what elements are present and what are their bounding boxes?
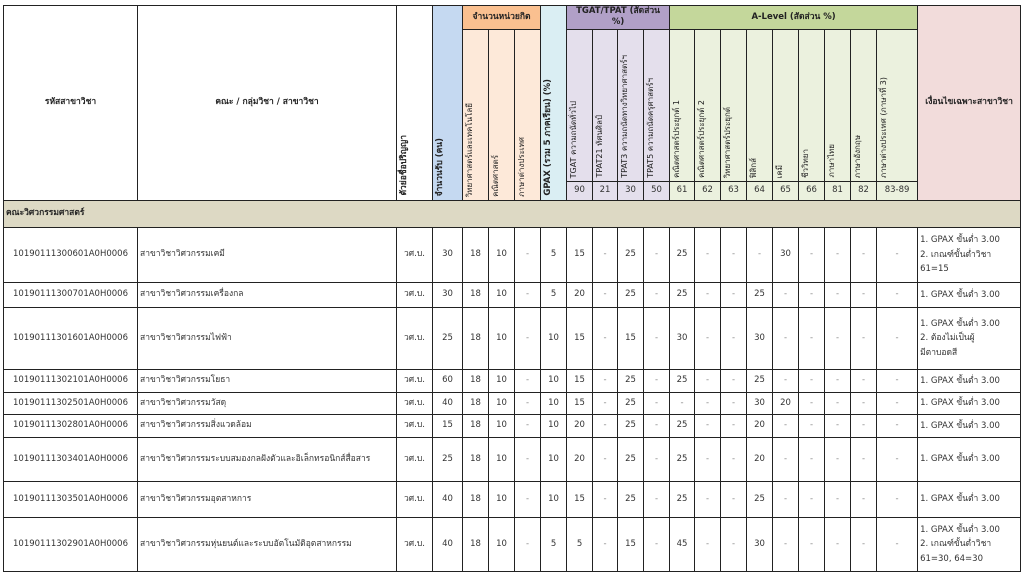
header-units-group: จำนวนหน่วยกิต: [463, 6, 541, 30]
header-tgat: [593, 29, 618, 181]
cell-value: 25: [670, 227, 695, 282]
cell-value: 20: [773, 392, 799, 414]
cell-value: -: [799, 369, 825, 392]
cell-value: 25: [670, 369, 695, 392]
cell-value: -: [515, 414, 541, 437]
program-code: 10190111303501A0H0006: [4, 481, 138, 517]
cell-value: 15: [567, 392, 593, 414]
conditions-cell: [918, 481, 1021, 517]
cell-value: -: [695, 369, 721, 392]
program-code: 10190111300601A0H0006: [4, 227, 138, 282]
cell-value: -: [721, 307, 747, 369]
cell-value: -: [799, 282, 825, 307]
program-name: สาขาวิชาวิศวกรรมโยธา: [138, 369, 397, 392]
condition-line: 1. GPAX ขั้นต่ำ 3.00: [920, 420, 1000, 431]
cell-value: -: [773, 517, 799, 571]
cell-value: -: [644, 437, 670, 481]
cell-value: -: [877, 227, 918, 282]
condition-line: 1. GPAX ขั้นต่ำ 3.00: [920, 375, 1000, 386]
cell-value: 10: [541, 369, 567, 392]
cell-value: 25: [670, 414, 695, 437]
condition-line: 2. ต้องไม่เป็นผู้: [920, 333, 975, 344]
condition-line: 1. GPAX ขั้นต่ำ 3.00: [920, 524, 1000, 535]
cell-value: -: [644, 227, 670, 282]
table-row: [4, 369, 1021, 392]
cell-value: -: [515, 227, 541, 282]
cell-value: 30: [747, 392, 773, 414]
cell-value: 25: [747, 369, 773, 392]
cell-value: 10: [541, 307, 567, 369]
header-alevel-code: 81: [825, 181, 851, 200]
cell-value: -: [721, 481, 747, 517]
cell-value: -: [695, 392, 721, 414]
header-alevel-label: วิทยาศาสตร์ประยุกต์: [723, 106, 733, 178]
cell-value: -: [515, 307, 541, 369]
cell-value: 5: [541, 227, 567, 282]
table-row: [4, 392, 1021, 414]
header-code: รหัสสาขาวิชา: [4, 6, 138, 201]
header-alevel-code: 66: [799, 181, 825, 200]
header-alevel: [799, 29, 825, 181]
header-alevel-code: 64: [747, 181, 773, 200]
cell-value: -: [721, 392, 747, 414]
cell-value: -: [825, 307, 851, 369]
cell-value: 15: [433, 414, 463, 437]
cell-value: 25: [670, 437, 695, 481]
cell-value: 18: [463, 481, 489, 517]
degree-abbr: วศ.บ.: [397, 307, 433, 369]
header-tgat: [644, 29, 670, 181]
header-tgat-group: TGAT/TPAT (สัดส่วน %): [567, 6, 670, 30]
condition-line: 1. GPAX ขั้นต่ำ 3.00: [920, 235, 1000, 246]
cell-value: 45: [670, 517, 695, 571]
cell-value: -: [721, 414, 747, 437]
cell-value: -: [515, 517, 541, 571]
cell-value: -: [773, 282, 799, 307]
cell-value: -: [593, 414, 618, 437]
cell-value: -: [877, 307, 918, 369]
cell-value: -: [695, 437, 721, 481]
cell-value: 10: [489, 481, 515, 517]
cell-value: -: [799, 227, 825, 282]
cell-value: -: [825, 227, 851, 282]
cell-value: 25: [618, 227, 644, 282]
cell-value: 15: [618, 517, 644, 571]
cell-value: -: [877, 414, 918, 437]
header-tgat: [567, 29, 593, 181]
conditions-cell: [918, 369, 1021, 392]
cell-value: -: [851, 227, 877, 282]
cell-value: 10: [541, 414, 567, 437]
cell-value: 25: [618, 282, 644, 307]
header-alevel-code: 82: [851, 181, 877, 200]
cell-value: 25: [747, 282, 773, 307]
degree-abbr: วศ.บ.: [397, 227, 433, 282]
cell-value: -: [851, 392, 877, 414]
cell-value: 10: [541, 481, 567, 517]
program-code: 10190111300701A0H0006: [4, 282, 138, 307]
cell-value: 18: [463, 517, 489, 571]
cell-value: 5: [541, 517, 567, 571]
cell-value: 40: [433, 392, 463, 414]
header-alevel-code: 62: [695, 181, 721, 200]
cell-value: 10: [489, 517, 515, 571]
header-alevel-code: 65: [773, 181, 799, 200]
program-code: 10190111302101A0H0006: [4, 369, 138, 392]
cell-value: -: [851, 517, 877, 571]
condition-line: 1. GPAX ขั้นต่ำ 3.00: [920, 398, 1000, 409]
cell-value: -: [877, 437, 918, 481]
header-tgat-code: 90: [567, 181, 593, 200]
cell-value: -: [877, 369, 918, 392]
header-alevel-label: ภาษาอังกฤษ: [853, 134, 863, 178]
header-alevel-code: 61: [670, 181, 695, 200]
program-name: สาขาวิชาวิศวกรรมหุ่นยนต์และระบบอัตโนมัติอุตสาหกรรม: [138, 517, 397, 571]
cell-value: -: [695, 282, 721, 307]
program-code: 10190111301601A0H0006: [4, 307, 138, 369]
header-unit: [489, 29, 515, 200]
program-name: สาขาวิชาวิศวกรรมวัสดุ: [138, 392, 397, 414]
cell-value: -: [695, 414, 721, 437]
condition-line: 1. GPAX ขั้นต่ำ 3.00: [920, 289, 1000, 300]
cell-value: 40: [433, 517, 463, 571]
header-tgat-code: 30: [618, 181, 644, 200]
conditions-cell: [918, 437, 1021, 481]
cell-value: -: [644, 282, 670, 307]
table-row: [4, 481, 1021, 517]
cell-value: 10: [489, 282, 515, 307]
cell-value: -: [644, 517, 670, 571]
program-name: สาขาวิชาวิศวกรรมอุตสาหการ: [138, 481, 397, 517]
degree-abbr: วศ.บ.: [397, 481, 433, 517]
cell-value: -: [644, 369, 670, 392]
cell-value: -: [825, 369, 851, 392]
program-code: 10190111303401A0H0006: [4, 437, 138, 481]
cell-value: -: [877, 481, 918, 517]
header-alevel-code: 63: [721, 181, 747, 200]
cell-value: -: [593, 307, 618, 369]
cell-value: 30: [773, 227, 799, 282]
header-alevel: [747, 29, 773, 181]
cell-value: -: [825, 517, 851, 571]
cell-value: 15: [567, 481, 593, 517]
cell-value: -: [773, 307, 799, 369]
cell-value: 10: [489, 227, 515, 282]
header-seats: จำนวนรับ (คน): [433, 6, 463, 201]
header-alevel: [773, 29, 799, 181]
cell-value: -: [515, 481, 541, 517]
cell-value: 30: [433, 282, 463, 307]
degree-abbr: วศ.บ.: [397, 437, 433, 481]
cell-value: -: [851, 282, 877, 307]
header-degree: ตัวย่อชื่อปริญญา: [397, 6, 433, 201]
cell-value: -: [695, 517, 721, 571]
cell-value: -: [851, 437, 877, 481]
cell-value: 25: [618, 392, 644, 414]
cell-value: 25: [747, 481, 773, 517]
header-alevel-label: คณิตศาสตร์ประยุกต์ 1: [672, 99, 682, 178]
cell-value: 10: [541, 437, 567, 481]
header-unit-label: คณิตศาสตร์: [491, 155, 500, 197]
program-code: 10190111302501A0H0006: [4, 392, 138, 414]
cell-value: -: [670, 392, 695, 414]
table-row: [4, 307, 1021, 369]
cell-value: -: [799, 392, 825, 414]
cell-value: -: [593, 227, 618, 282]
condition-line: 61=15: [920, 264, 949, 275]
degree-abbr: วศ.บ.: [397, 392, 433, 414]
cell-value: -: [721, 282, 747, 307]
header-alevel-label: คณิตศาสตร์ประยุกต์ 2: [697, 99, 707, 178]
program-code: 10190111302801A0H0006: [4, 414, 138, 437]
header-tgat-label: TPAT3 ความถนัดทางวิทยาศาสตร์ฯ: [620, 55, 630, 178]
cell-value: -: [851, 307, 877, 369]
cell-value: 25: [670, 282, 695, 307]
cell-value: -: [695, 481, 721, 517]
cell-value: 15: [567, 369, 593, 392]
cell-value: 25: [433, 437, 463, 481]
cell-value: 5: [567, 517, 593, 571]
conditions-cell: [918, 227, 1021, 282]
cell-value: 10: [489, 392, 515, 414]
header-alevel: [721, 29, 747, 181]
cell-value: -: [515, 437, 541, 481]
condition-line: 1. GPAX ขั้นต่ำ 3.00: [920, 494, 1000, 505]
header-alevel-code: 83-89: [877, 181, 918, 200]
cell-value: -: [515, 282, 541, 307]
cell-value: -: [799, 414, 825, 437]
program-name: สาขาวิชาวิศวกรรมไฟฟ้า: [138, 307, 397, 369]
cell-value: 18: [463, 227, 489, 282]
header-gpax: GPAX (รวม 5 ภาคเรียน) (%): [541, 6, 567, 201]
cell-value: -: [721, 517, 747, 571]
cell-value: -: [695, 307, 721, 369]
cell-value: -: [644, 307, 670, 369]
cell-value: 18: [463, 282, 489, 307]
cell-value: 10: [489, 414, 515, 437]
degree-abbr: วศ.บ.: [397, 369, 433, 392]
conditions-cell: [918, 392, 1021, 414]
cell-value: -: [799, 437, 825, 481]
header-alevel-label: ภาษาไทย: [827, 144, 837, 178]
degree-abbr: วศ.บ.: [397, 517, 433, 571]
cell-value: -: [825, 437, 851, 481]
header-alevel: [670, 29, 695, 181]
cell-value: -: [593, 517, 618, 571]
cell-value: -: [721, 227, 747, 282]
cell-value: -: [877, 392, 918, 414]
cell-value: -: [695, 227, 721, 282]
cell-value: -: [799, 517, 825, 571]
header-alevel: [851, 29, 877, 181]
cell-value: -: [773, 437, 799, 481]
program-name: สาขาวิชาวิศวกรรมสิ่งแวดล้อม: [138, 414, 397, 437]
table-row: [4, 414, 1021, 437]
cell-value: 18: [463, 369, 489, 392]
degree-abbr: วศ.บ.: [397, 414, 433, 437]
header-unit-label: วิทยาศาสตร์และเทคโนโลยี: [465, 102, 474, 197]
cell-value: -: [799, 481, 825, 517]
table-row: [4, 282, 1021, 307]
cell-value: 18: [463, 414, 489, 437]
cell-value: 20: [747, 414, 773, 437]
header-name: คณะ / กลุ่มวิชา / สาขาวิชา: [138, 6, 397, 201]
cell-value: 10: [541, 392, 567, 414]
cell-value: -: [593, 437, 618, 481]
cell-value: -: [851, 414, 877, 437]
cell-value: -: [644, 392, 670, 414]
condition-line: 2. เกณฑ์ขั้นต่ำวิชา: [920, 539, 992, 550]
condition-line: 1. GPAX ขั้นต่ำ 3.00: [920, 318, 1000, 329]
cell-value: 20: [567, 437, 593, 481]
cell-value: 25: [618, 369, 644, 392]
cell-value: 20: [567, 414, 593, 437]
header-tgat-label: TGAT ความถนัดทั่วไป: [569, 100, 579, 178]
cell-value: -: [851, 481, 877, 517]
table-row: [4, 517, 1021, 571]
cell-value: 5: [541, 282, 567, 307]
condition-line: 61=30, 64=30: [920, 553, 983, 564]
header-alevel-label: ภาษาต่างประเทศ (ภาษาที่ 3): [879, 76, 889, 178]
table-row: [4, 437, 1021, 481]
cell-value: 15: [567, 227, 593, 282]
cell-value: 15: [567, 307, 593, 369]
cell-value: 40: [433, 481, 463, 517]
cell-value: 30: [747, 307, 773, 369]
cell-value: -: [747, 227, 773, 282]
program-code: 10190111302901A0H0006: [4, 517, 138, 571]
header-alevel: [825, 29, 851, 181]
header-tgat-label: TPAT5 ความถนัดครุศาสตร์ฯ: [646, 78, 656, 178]
cell-value: 30: [433, 227, 463, 282]
header-alevel-group: A-Level (สัดส่วน %): [670, 6, 918, 30]
cell-value: 25: [618, 481, 644, 517]
cell-value: -: [721, 437, 747, 481]
header-alevel: [877, 29, 918, 181]
cell-value: -: [825, 481, 851, 517]
cell-value: -: [851, 369, 877, 392]
program-name: สาขาวิชาวิศวกรรมเคมี: [138, 227, 397, 282]
header-tgat-code: 21: [593, 181, 618, 200]
cell-value: -: [799, 307, 825, 369]
cell-value: -: [515, 392, 541, 414]
cell-value: -: [825, 414, 851, 437]
cell-value: -: [773, 481, 799, 517]
cell-value: -: [877, 282, 918, 307]
condition-line: 1. GPAX ขั้นต่ำ 3.00: [920, 454, 1000, 465]
cell-value: 10: [489, 369, 515, 392]
degree-abbr: วศ.บ.: [397, 282, 433, 307]
cell-value: -: [644, 414, 670, 437]
cell-value: -: [593, 282, 618, 307]
cell-value: -: [515, 369, 541, 392]
header-conditions: เงื่อนไขเฉพาะสาขาวิชา: [918, 6, 1021, 201]
header-alevel: [695, 29, 721, 181]
table-row: [4, 227, 1021, 282]
cell-value: -: [825, 282, 851, 307]
cell-value: -: [593, 481, 618, 517]
cell-value: 18: [463, 437, 489, 481]
program-name: สาขาวิชาวิศวกรรมระบบสมองกลฝังตัวและอิเล็กทรอนิกส์สื่อสาร: [138, 437, 397, 481]
cell-value: -: [773, 414, 799, 437]
header-unit: [463, 29, 489, 200]
cell-value: 20: [747, 437, 773, 481]
conditions-cell: [918, 307, 1021, 369]
cell-value: 10: [489, 437, 515, 481]
conditions-cell: [918, 517, 1021, 571]
header-unit-label: ภาษาต่างประเทศ: [517, 137, 526, 197]
cell-value: -: [593, 369, 618, 392]
cell-value: -: [825, 392, 851, 414]
cell-value: -: [877, 517, 918, 571]
cell-value: -: [721, 369, 747, 392]
cell-value: 30: [747, 517, 773, 571]
program-name: สาขาวิชาวิศวกรรมเครื่องกล: [138, 282, 397, 307]
header-tgat: [618, 29, 644, 181]
cell-value: 18: [463, 307, 489, 369]
header-unit: [515, 29, 541, 200]
cell-value: -: [593, 392, 618, 414]
cell-value: 18: [463, 392, 489, 414]
conditions-cell: [918, 414, 1021, 437]
cell-value: 20: [567, 282, 593, 307]
condition-line: มีตาบอดสี: [920, 347, 958, 358]
header-alevel-label: เคมี: [775, 164, 785, 178]
conditions-cell: [918, 282, 1021, 307]
condition-line: 2. เกณฑ์ขั้นต่ำวิชา: [920, 249, 992, 260]
cell-value: 25: [618, 414, 644, 437]
header-tgat-label: TPAT21 ทัศนศิลป์: [595, 115, 605, 178]
cell-value: 25: [618, 437, 644, 481]
header-alevel-label: ฟิสิกส์: [749, 157, 759, 178]
header-tgat-code: 50: [644, 181, 670, 200]
cell-value: 10: [489, 307, 515, 369]
cell-value: 30: [670, 307, 695, 369]
header-alevel-label: ชีววิทยา: [801, 149, 811, 178]
cell-value: -: [644, 481, 670, 517]
cell-value: 60: [433, 369, 463, 392]
admission-table: [3, 5, 1021, 572]
cell-value: 25: [433, 307, 463, 369]
faculty-row: คณะวิศวกรรมศาสตร์: [4, 200, 1021, 227]
cell-value: -: [773, 369, 799, 392]
cell-value: 25: [670, 481, 695, 517]
cell-value: 15: [618, 307, 644, 369]
